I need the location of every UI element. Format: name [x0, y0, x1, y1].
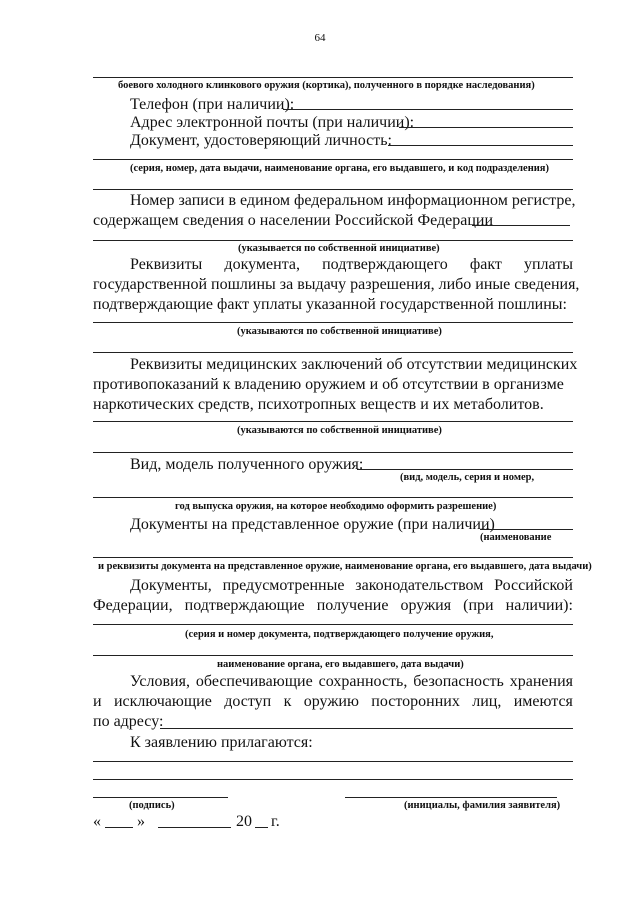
caption-own-initiative-2: (указываются по собственной инициативе)	[237, 326, 442, 337]
storage-line2: и исключающие доступ к оружию посторонних лиц, имеются	[93, 693, 573, 710]
caption-weapon-year: год выпуска оружия, на которое необходимо оформить разрешение)	[175, 501, 497, 512]
date-year-prefix: 20	[236, 813, 252, 830]
date-day-field[interactable]	[105, 827, 133, 828]
medical-line3: наркотических средств, психотропных веществ и их метаболитов.	[93, 396, 544, 413]
phone-field[interactable]	[283, 109, 573, 110]
attachments-label: К заявлению прилагаются:	[130, 734, 313, 751]
caption-cold-weapon: боевого холодного клинкового оружия (кортика), полученного в порядке наследования)	[118, 80, 535, 91]
caption-docs-name: (наименование	[480, 532, 552, 543]
registry-line2: содержащем сведения о населении Российской Федерации	[93, 212, 494, 229]
caption-initials: (инициалы, фамилия заявителя)	[404, 800, 561, 811]
law-field[interactable]	[93, 624, 573, 625]
caption-docs-requisites: и реквизиты документа на представленное оружие, наименование органа, его выдавшего, дата выдачи)	[98, 561, 592, 572]
duty-field[interactable]	[93, 322, 573, 323]
medical-field[interactable]	[93, 421, 573, 422]
registry-field-line2[interactable]	[93, 240, 573, 241]
law-line2: Федерации, подтверждающие получение оружия (при наличии):	[93, 597, 573, 614]
weapon-docs-field-line2[interactable]	[93, 557, 573, 558]
identity-field-line2[interactable]	[93, 159, 573, 160]
attachments-field-1[interactable]	[93, 761, 573, 762]
medical-field-line2[interactable]	[93, 452, 573, 453]
date-open-quote: «	[93, 813, 101, 830]
signature-field[interactable]	[93, 797, 228, 798]
weapon-docs-field[interactable]	[480, 529, 573, 530]
duty-field-line2[interactable]	[93, 352, 573, 353]
weapon-type-field-line2[interactable]	[93, 497, 573, 498]
identity-field[interactable]	[388, 145, 573, 146]
caption-signature: (подпись)	[129, 800, 175, 811]
email-label: Адрес электронной почты (при наличии):	[130, 114, 415, 131]
email-field[interactable]	[399, 127, 573, 128]
underline	[93, 189, 573, 190]
storage-line3: по адресу:	[93, 713, 164, 730]
date-year-suffix: г.	[271, 813, 280, 830]
underline	[93, 77, 573, 78]
law-field-line2[interactable]	[93, 655, 573, 656]
date-year-field[interactable]	[255, 827, 268, 828]
registry-field[interactable]	[472, 225, 570, 226]
weapon-docs-label: Документы на представленное оружие (при наличии)	[130, 516, 495, 533]
identity-label: Документ, удостоверяющий личность:	[130, 132, 392, 149]
registry-line1: Номер записи в едином федеральном информационном регистре,	[130, 192, 576, 209]
caption-weapon-model: (вид, модель, серия и номер,	[400, 472, 535, 483]
phone-label: Телефон (при наличии):	[130, 96, 295, 113]
weapon-type-label: Вид, модель полученного оружия:	[130, 456, 364, 473]
weapon-type-field[interactable]	[357, 469, 573, 470]
duty-line3: подтверждающие факт уплаты указанной государственной пошлины:	[93, 296, 567, 313]
caption-receipt-org: наименование органа, его выдавшего, дата выдачи)	[217, 659, 464, 670]
caption-identity-doc: (серия, номер, дата выдачи, наименование органа, его выдавшего, и код подразделения)	[130, 163, 549, 174]
page-number: 64	[314, 32, 326, 44]
law-line1: Документы, предусмотренные законодательством Российской	[130, 577, 573, 594]
caption-receipt-doc: (серия и номер документа, подтверждающего получение оружия,	[185, 629, 494, 640]
storage-line1: Условия, обеспечивающие сохранность, безопасность хранения	[130, 673, 573, 690]
caption-own-initiative-3: (указываются по собственной инициативе)	[237, 425, 442, 436]
caption-own-initiative-1: (указывается по собственной инициативе)	[238, 243, 440, 254]
date-month-field[interactable]	[158, 827, 231, 828]
date-close-quote: »	[137, 813, 145, 830]
storage-address-field[interactable]	[160, 728, 573, 729]
medical-line2: противопоказаний к владению оружием и об отсутствии в организме	[93, 376, 564, 393]
initials-field[interactable]	[345, 797, 557, 798]
attachments-field-2[interactable]	[93, 779, 573, 780]
duty-line1: Реквизиты документа, подтверждающего факт уплаты	[130, 256, 573, 273]
duty-line2: государственной пошлины за выдачу разрешения, либо иные сведения,	[93, 276, 580, 293]
medical-line1: Реквизиты медицинских заключений об отсутствии медицинских	[130, 356, 578, 373]
